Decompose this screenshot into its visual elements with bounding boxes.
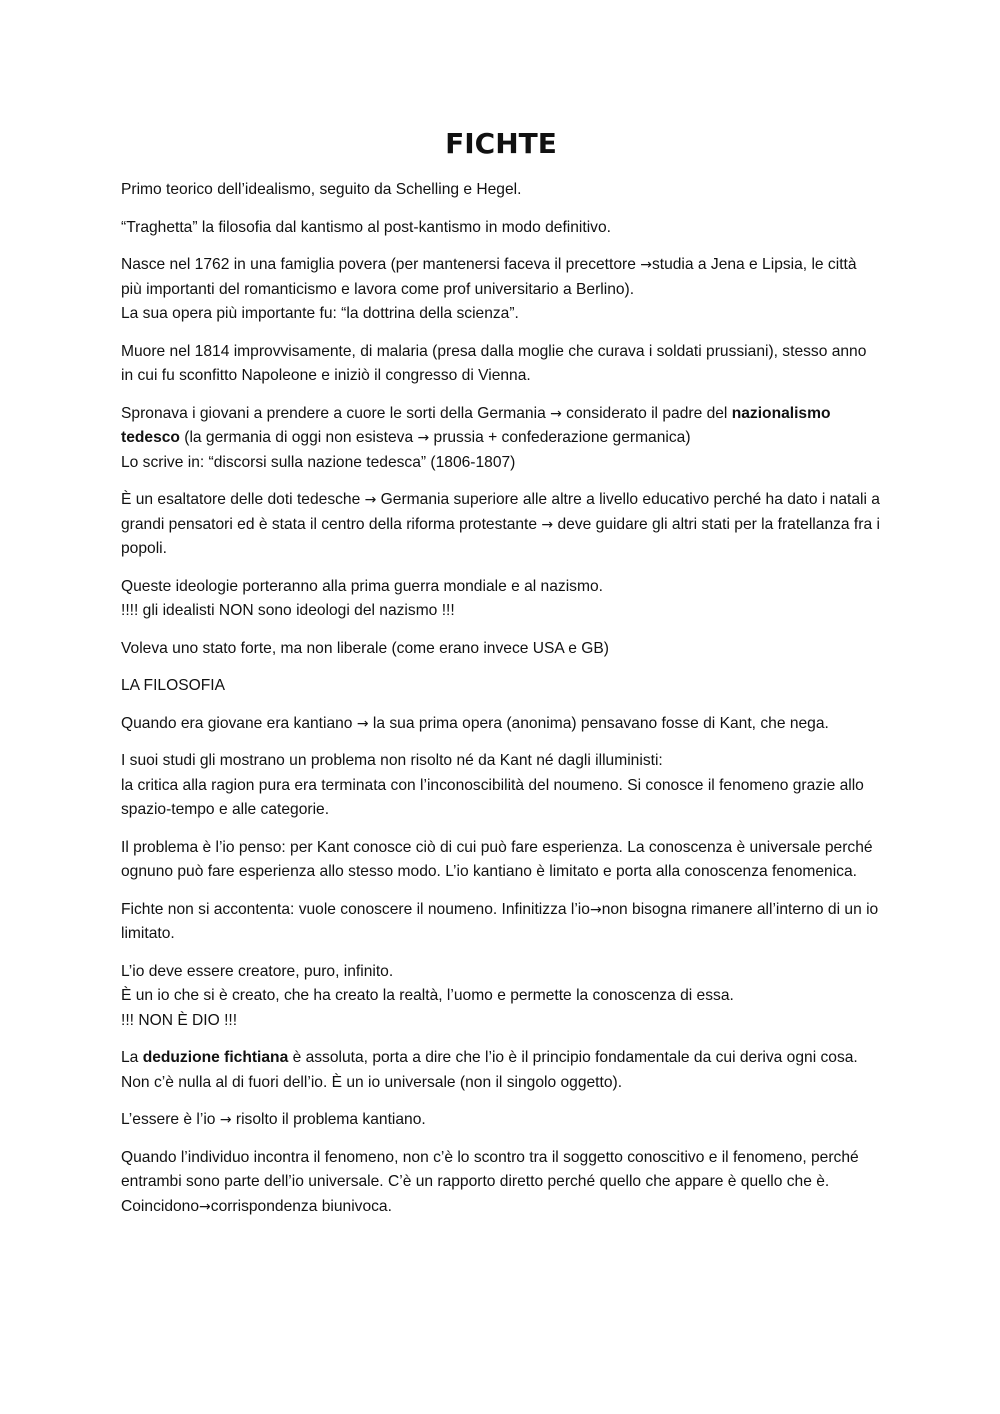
text: Spronava i giovani a prendere a cuore le sorti della Germania bbox=[121, 404, 551, 422]
arrow-right-icon: → bbox=[589, 901, 602, 918]
paragraph-ideologies bbox=[121, 575, 881, 624]
text: Quando l’individuo incontra il fenomeno, non c’è lo scontro tra il soggetto conoscitivo e il fenomeno, perché entrambi sono parte dell’io universale. C’è un rapporto diretto perché quello che appare è quello che è. Coincidono bbox=[121, 1148, 859, 1215]
text: Voleva uno stato forte, ma non liberale (come erano invece USA e GB) bbox=[121, 639, 610, 657]
text: È un io che si è creato, che ha creato la realtà, l’uomo e permette la conoscenza di essa. bbox=[121, 987, 734, 1004]
text: La sua opera più importante fu: “la dottrina della scienza”. bbox=[121, 305, 519, 322]
text: (la germania di oggi non esisteva bbox=[179, 429, 418, 446]
paragraph-essere bbox=[121, 1108, 881, 1133]
text: corrispondenza biunivoca. bbox=[210, 1197, 392, 1215]
text: L’essere è l’io bbox=[121, 1111, 220, 1128]
bold-term: deduzione fichtiana bbox=[142, 1049, 289, 1066]
paragraph-kantian-youth bbox=[121, 712, 881, 737]
text: !!!! gli idealisti NON sono ideologi del nazismo !!! bbox=[121, 602, 455, 619]
text: Fichte non si accontenta: vuole conoscere il noumeno. Infinitizza l’io bbox=[121, 900, 590, 918]
text: la sua prima opera (anonima) pensavano fosse di Kant, che nega. bbox=[368, 714, 829, 732]
page-title: FICHTE bbox=[445, 127, 557, 160]
text: non bisogna rimanere all’interno di un io limitato. bbox=[121, 900, 879, 942]
text: è assoluta, porta a dire che l’io è il principio fondamentale da cui deriva ogni cosa. Non c’è nulla al di fuori dell’io. È un io universale (non il singolo oggetto). bbox=[121, 1049, 858, 1091]
text: Primo teorico dell’idealismo, seguito da Schelling e Hegel. bbox=[121, 181, 522, 198]
arrow-right-icon: → bbox=[364, 492, 377, 508]
text: deve guidare gli altri stati per la fratellanza fra i popoli. bbox=[121, 515, 880, 557]
paragraph-state bbox=[121, 637, 881, 662]
text: studia a Jena e Lipsia, le città più importanti del romanticismo e lavora come prof universitario a Berlino). bbox=[121, 256, 857, 298]
text: La bbox=[121, 1049, 143, 1066]
text: Germania superiore alle altre a livello educativo perché ha dato i natali a grandi pensatori ed è stata il centro della riforma protestante bbox=[121, 491, 880, 533]
text: prussia + confederazione germanica) bbox=[429, 429, 691, 446]
section-heading-filosofia bbox=[121, 674, 881, 699]
arrow-right-icon: → bbox=[417, 430, 430, 446]
text: considerato il padre del bbox=[561, 404, 732, 422]
text: Nasce nel 1762 in una famiglia povera (per mantenersi faceva il precettore bbox=[121, 256, 641, 273]
paragraph-german-virtues bbox=[121, 488, 881, 562]
paragraph-nationalism bbox=[121, 402, 881, 476]
arrow-right-icon: → bbox=[541, 516, 554, 533]
paragraph-death bbox=[121, 340, 881, 389]
paragraph-noumeno bbox=[121, 898, 881, 947]
paragraph-biography bbox=[121, 253, 881, 327]
paragraph-deduzione bbox=[121, 1046, 881, 1095]
text: Queste ideologie porteranno alla prima guerra mondiale e al nazismo. bbox=[121, 577, 603, 595]
paragraph-studies bbox=[121, 749, 881, 823]
arrow-right-icon: → bbox=[356, 715, 369, 732]
document-page bbox=[121, 122, 881, 1232]
paragraph-intro bbox=[121, 178, 881, 203]
text: È un esaltatore delle doti tedesche bbox=[121, 491, 365, 508]
paragraph-fenomeno bbox=[121, 1146, 881, 1220]
text: Quando era giovane era kantiano bbox=[121, 714, 357, 732]
text: Il problema è l’io penso: per Kant conosce ciò di cui può fare esperienza. La conoscenza è universale perché ognuno può fare esperienza allo stesso modo. L’io kantiano è limitato e porta alla conoscenza fenomenica. bbox=[121, 838, 873, 880]
bold-term: nazionalismo tedesco bbox=[121, 404, 831, 446]
paragraph-io-creatore bbox=[121, 960, 881, 1034]
text: la critica alla ragion pura era terminata con l’inconoscibilità del noumeno. Si conosce il fenomeno grazie allo spazio-tempo e alle categorie. bbox=[121, 776, 864, 818]
arrow-right-icon: → bbox=[219, 1112, 232, 1128]
text: L’io deve essere creatore, puro, infinito. bbox=[121, 962, 394, 980]
text: LA FILOSOFIA bbox=[121, 677, 225, 694]
text: Muore nel 1814 improvvisamente, di malaria (presa dalla moglie che curava i soldati prussiani), stesso anno in cui fu sconfitto Napoleone e iniziò il congresso di Vienna. bbox=[121, 342, 867, 384]
arrow-right-icon: → bbox=[640, 257, 652, 273]
paragraph-io-penso bbox=[121, 836, 881, 885]
paragraph-traghetta bbox=[121, 216, 881, 241]
text: I suoi studi gli mostrano un problema non risolto né da Kant né dagli illuministi: bbox=[121, 752, 663, 769]
arrow-right-icon: → bbox=[550, 405, 562, 422]
text: “Traghetta” la filosofia dal kantismo al post-kantismo in modo definitivo. bbox=[121, 218, 611, 236]
text: Lo scrive in: “discorsi sulla nazione tedesca” (1806-1807) bbox=[121, 453, 516, 471]
arrow-right-icon: → bbox=[199, 1198, 211, 1215]
text: !!! NON È DIO !!! bbox=[121, 1011, 238, 1029]
text: risolto il problema kantiano. bbox=[231, 1111, 426, 1128]
